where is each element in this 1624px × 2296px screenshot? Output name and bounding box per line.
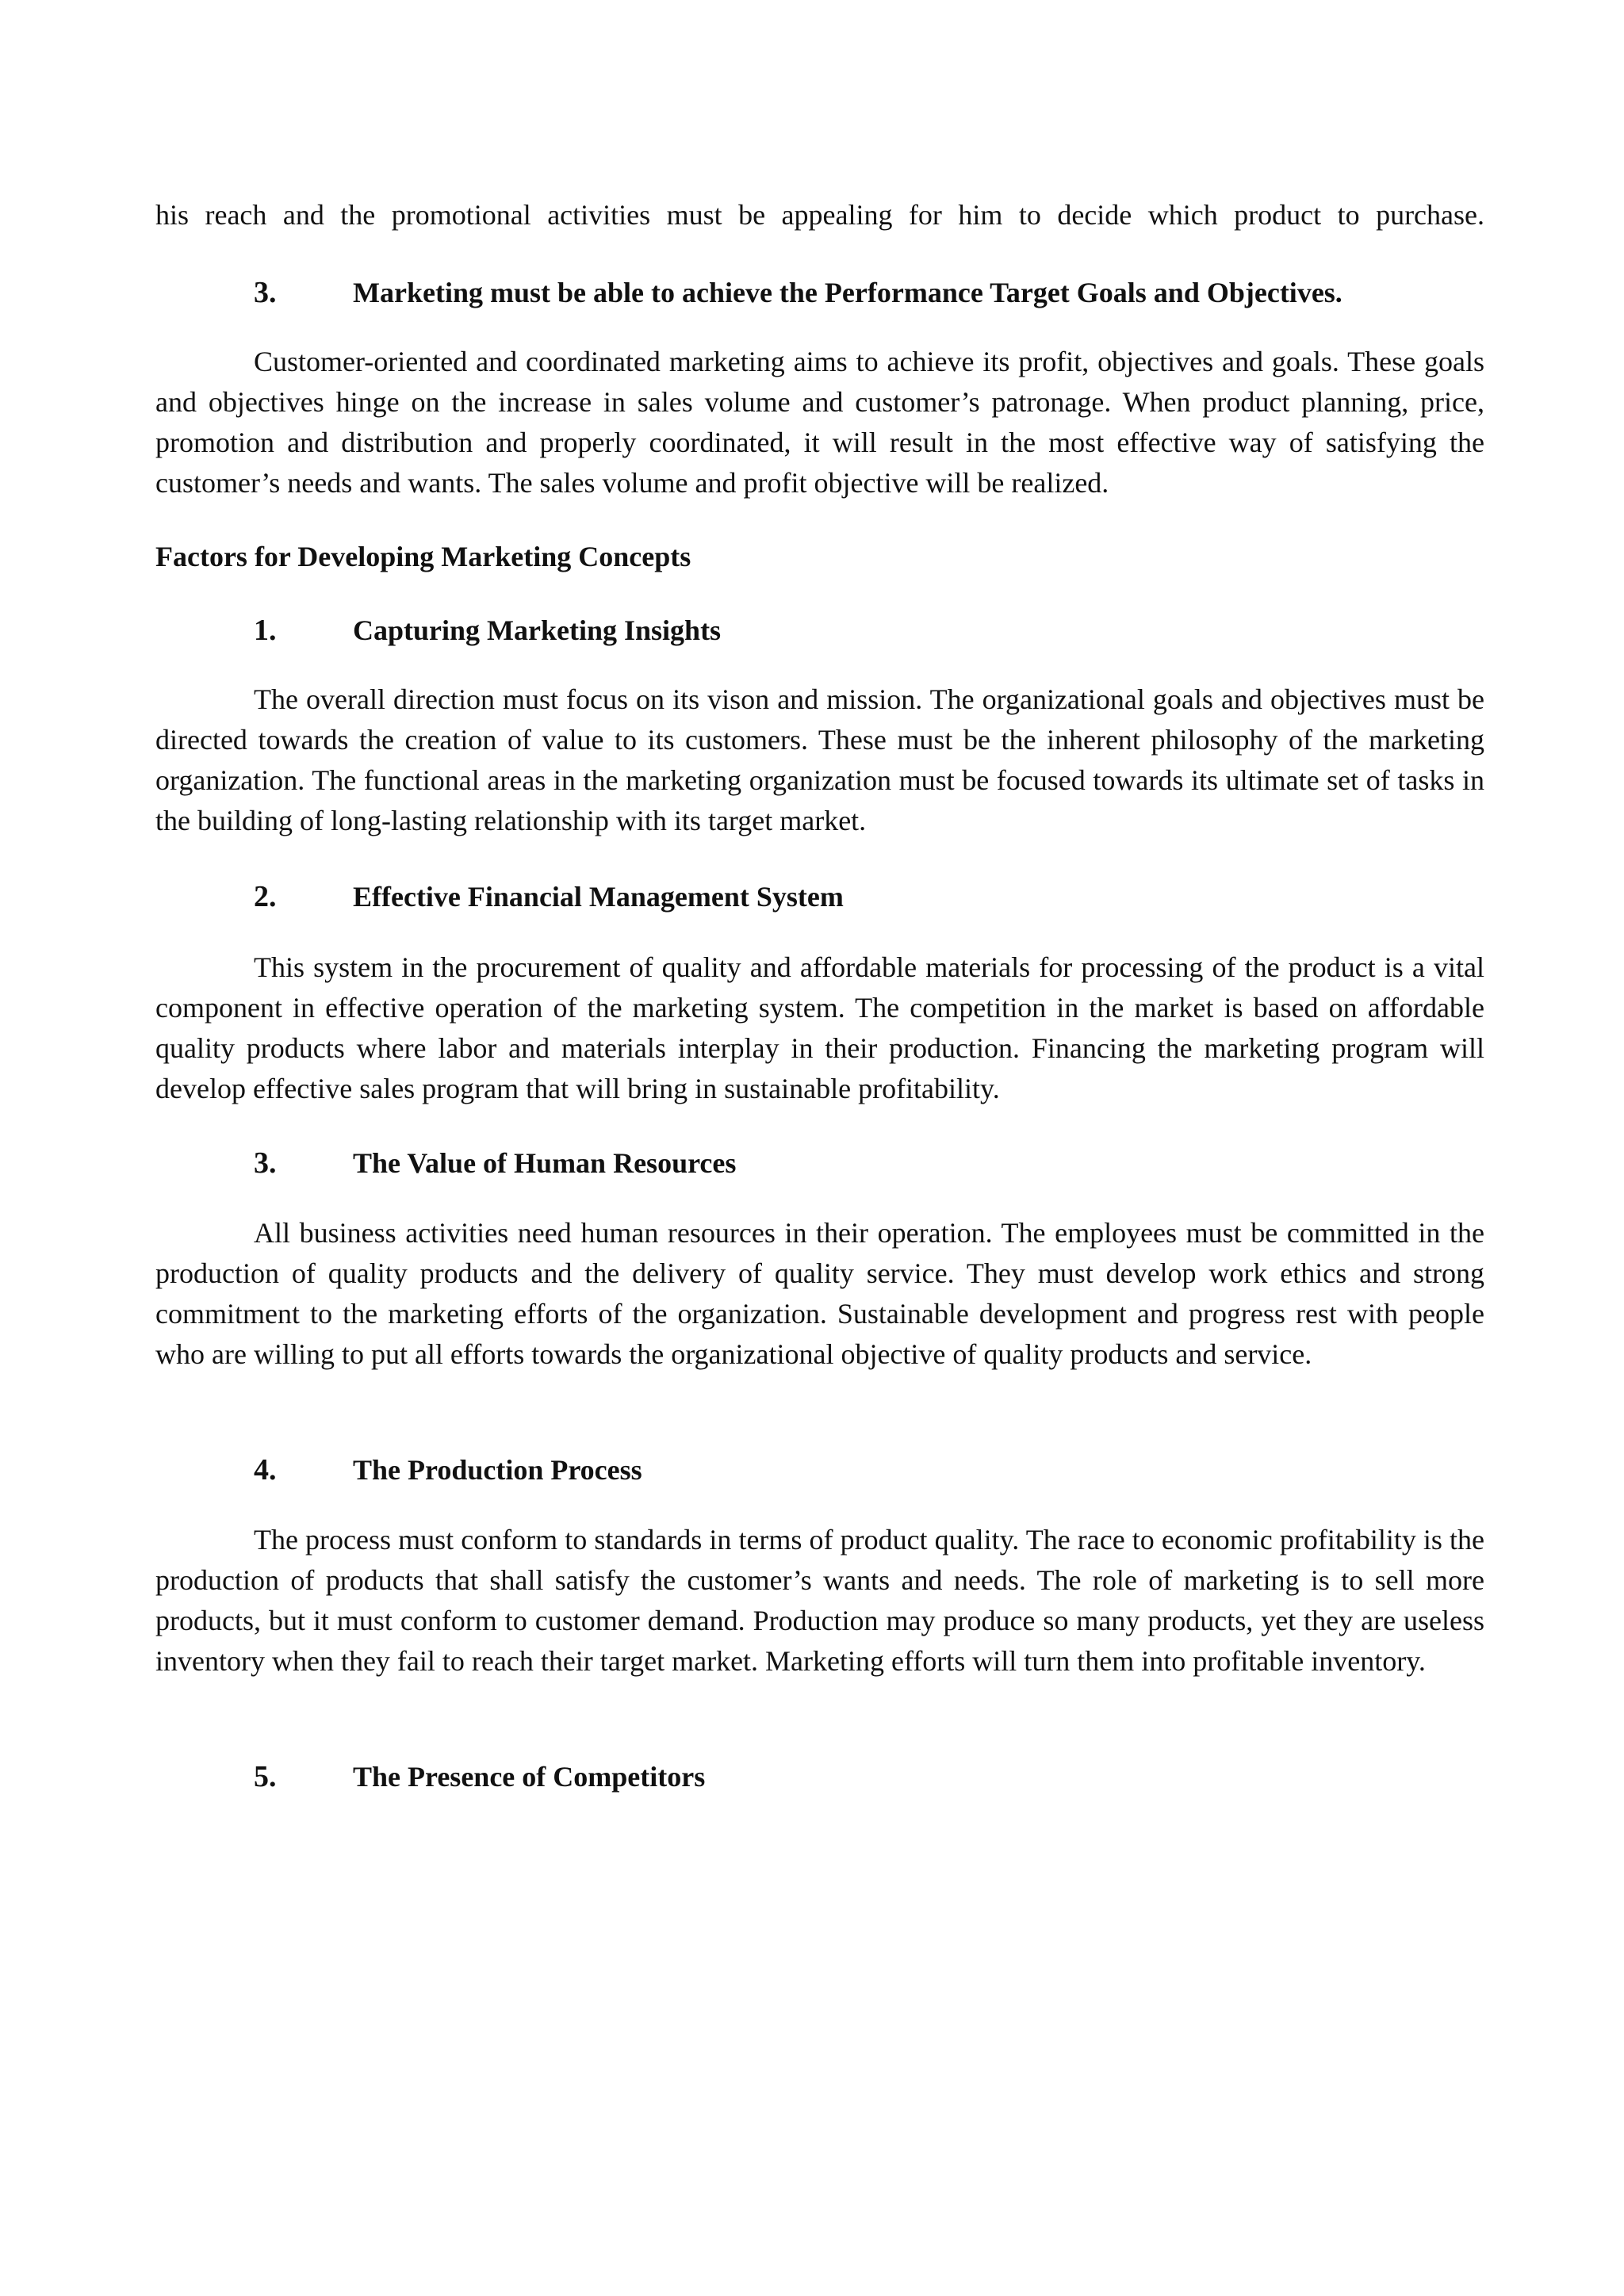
factor-1-number: 1. [254,614,277,647]
factor-4-body: The process must conform to standards in terms of product quality. The race to economic profitability is the production of products that shall satisfy the customer’s wants and needs. The role of marketing is to sell more products, but it must conform to customer demand. Production may produce so many products, yet they are useless inventory when they fail to reach their target market. Marketing efforts will turn them into profitable inventory. [155,1524,1484,1677]
item-3-heading [155,273,1342,313]
section-heading: Factors for Developing Marketing Concepts [155,541,691,572]
factor-5-heading [155,1757,705,1797]
factor-4-number: 4. [254,1453,277,1487]
factor-4-title: The Production Process [353,1454,642,1486]
factor-2-heading [155,877,844,917]
factor-4-heading [155,1450,642,1490]
factor-5-number: 5. [254,1760,277,1793]
item-3-title: Marketing must be able to achieve the Performance Target Goals and Objectives. [353,277,1342,308]
item-3-body: Customer-oriented and coordinated marketing aims to achieve its profit, objectives and goals. These goals and objectives hinge on the increase in sales volume and customer’s patronage. When product planning, price, promotion and distribution and properly coordinated, it will result in the most effective way of satisfying the customer’s needs and wants. The sales volume and profit objective will be realized. [155,346,1484,499]
item-3-number: 3. [254,276,277,309]
factor-1-heading [155,610,721,651]
factor-1-body: The overall direction must focus on its vison and mission. The organizational goals and objectives must be directed towards the creation of value to its customers. These must be the inherent philosophy of the marketing organization. The functional areas in the marketing organization must be focused towards its ultimate set of tasks in the building of long-lasting relationship with its target market. [155,683,1484,836]
factor-5-title: The Presence of Competitors [353,1761,706,1793]
factor-3-body: All business activities need human resources in their operation. The employees must be committed in the production of quality products and the delivery of quality service. They must develop work ethics and strong commitment to the marketing efforts of the organization. Sustainable development and progress rest with people who are willing to put all efforts towards the organizational objective of quality products and service. [155,1217,1484,1370]
factor-2-title: Effective Financial Management System [353,881,844,913]
factor-2-number: 2. [254,880,277,913]
factor-2-body: This system in the procurement of quality and affordable materials for processing of the product is a vital component in effective operation of the marketing system. The competition in the market is based on affordable quality products where labor and materials interplay in their production. Financing the marketing program will develop effective sales program that will bring in sustainable profitability. [155,951,1484,1104]
factor-3-heading [155,1143,736,1184]
factor-1-title: Capturing Marketing Insights [353,614,722,646]
factor-3-title: The Value of Human Resources [353,1147,737,1179]
factor-3-number: 3. [254,1146,277,1180]
intro-tail-paragraph: his reach and the promotional activities must be appealing for him to decide which product to purchase. [155,199,1484,231]
